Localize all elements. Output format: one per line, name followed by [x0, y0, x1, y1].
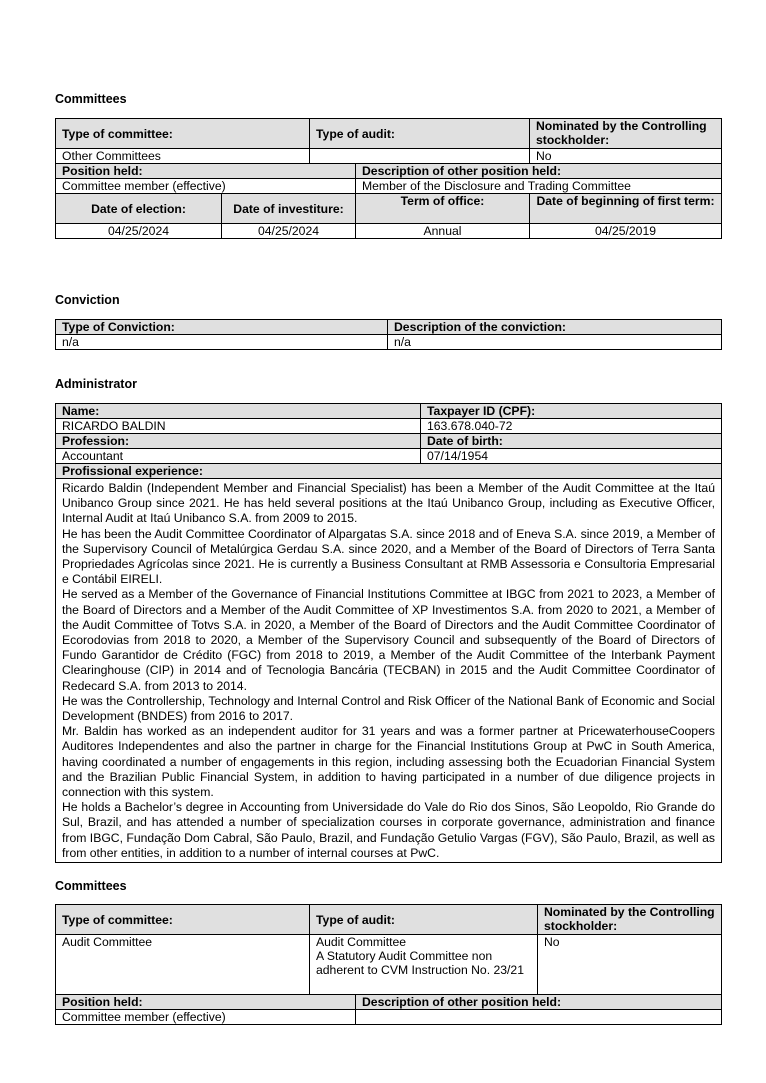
description-other-label: Description of other position held: — [356, 995, 722, 1010]
nominated-label: Nominated by the Controlling stockholder: — [530, 119, 722, 149]
term-label: Term of office: — [356, 194, 530, 224]
date-election-label: Date of election: — [56, 194, 222, 224]
type-of-audit-value: Audit Committee A Statutory Audit Committee non adherent to CVM Instruction No. 23/21 — [310, 935, 538, 995]
administrator-title: Administrator — [55, 377, 137, 391]
description-other-value — [356, 1010, 722, 1025]
type-of-audit-label: Type of audit: — [310, 905, 538, 935]
date-investiture-label: Date of investiture: — [222, 194, 356, 224]
experience-paragraph: He has been the Audit Committee Coordinator of Alpargatas S.A. since 2018 and of Eneva S.A. since 2019, a Member of the Supervisory Council of Metalúrgica Gerdau S.A. since 2020, and a Member of the Board of Directors of Terra Santa Propriedades Agrícolas since 2021. He is currently a Business Consultant at RMB Assessoria e Consultoria Empresarial e Contábil EIRELI. — [62, 526, 715, 587]
experience-label: Profissional experience: — [56, 464, 722, 479]
nominated-label: Nominated by the Controlling stockholder: — [538, 905, 722, 935]
conviction-title: Conviction — [55, 293, 120, 307]
first-term-value: 04/25/2019 — [530, 224, 722, 239]
experience-paragraph: He served as a Member of the Governance of Financial Institutions Committee at IBGC from 2021 to 2023, a Member of the Board of Directors and a Member of the Audit Committee of XP Investimentos S.A. from 2020 to 2021, a Member of the Audit Committee of Totvs S.A. in 2020, a Member of the Board of Directors and the Audit Committee Coordinator of Ecorodovias from 2018 to 2020, a Member of the Supervisory Council and subsequently of the Board of Directors of Fundo Garantidor de Crédito (FGC) from 2018 to 2019, a Member of the Audit Committee of the Interbank Payment Clearinghouse (CIP) in 2014 and of Tecnologia Bancária (TECBAN) in 2015 and the Audit Committee Coordinator of Redecard S.A. from 2013 to 2014. — [62, 587, 715, 693]
experience-text — [56, 479, 722, 863]
birth-label: Date of birth: — [421, 434, 722, 449]
committees-table — [55, 118, 722, 239]
description-other-value: Member of the Disclosure and Trading Committee — [356, 179, 722, 194]
conviction-type-value: n/a — [56, 335, 388, 350]
type-of-audit-value — [310, 149, 530, 164]
nominated-value: No — [530, 149, 722, 164]
committees-title: Committees — [55, 879, 127, 893]
type-of-audit-label: Type of audit: — [310, 119, 530, 149]
description-other-label: Description of other position held: — [356, 164, 722, 179]
committees-title: Committees — [55, 92, 127, 106]
position-held-label: Position held: — [56, 995, 356, 1010]
first-term-label: Date of beginning of first term: — [530, 194, 722, 224]
type-of-committee-value: Audit Committee — [56, 935, 310, 995]
nominated-value: No — [538, 935, 722, 995]
experience-paragraph: He holds a Bachelor’s degree in Accounting from Universidade do Vale do Rio dos Sinos, São Leopoldo, Rio Grande do Sul, Brazil, and has attended a number of specialization courses in corporate governance, administration and finance from IBGC, Fundação Dom Cabral, São Paulo, Brazil, and Fundação Getulio Vargas (FGV), São Paulo, Brazil, as well as from other entities, in addition to a number of internal courses at PwC. — [62, 800, 715, 860]
type-of-committee-value: Other Committees — [56, 149, 310, 164]
experience-paragraph: Ricardo Baldin (Independent Member and Financial Specialist) has been a Member of the Audit Committee at the Itaú Unibanco Group since 2021. He has held several positions at the Itaú Unibanco Group, including as Executive Officer, Internal Audit at Itaú Unibanco S.A. from 2009 to 2015. — [62, 481, 715, 526]
date-election-value: 04/25/2024 — [56, 224, 222, 239]
term-value: Annual — [356, 224, 530, 239]
position-held-label: Position held: — [56, 164, 356, 179]
committees-table — [55, 904, 722, 1025]
cpf-value: 163.678.040-72 — [421, 419, 722, 434]
experience-paragraph: Mr. Baldin has worked as an independent auditor for 31 years and was a former partner at PricewaterhouseCoopers Auditores Independentes and also the partner in charge for the Financial Institutions Group at PwC in South America, having coordinated a number of engagements in this region, including assessing both the Ecuadorian Financial System and the Brazilian Public Financial System, in addition to having participated in a number of due diligence projects in connection with this system. — [62, 724, 715, 800]
conviction-type-label: Type of Conviction: — [56, 320, 388, 335]
position-held-value: Committee member (effective) — [56, 1010, 356, 1025]
name-label: Name: — [56, 404, 421, 419]
name-value: RICARDO BALDIN — [56, 419, 421, 434]
profession-value: Accountant — [56, 449, 421, 464]
conviction-table — [55, 319, 722, 350]
profession-label: Profession: — [56, 434, 421, 449]
conviction-description-label: Description of the conviction: — [388, 320, 722, 335]
conviction-description-value: n/a — [388, 335, 722, 350]
cpf-label: Taxpayer ID (CPF): — [421, 404, 722, 419]
administrator-table — [55, 403, 722, 863]
type-of-committee-label: Type of committee: — [56, 119, 310, 149]
birth-value: 07/14/1954 — [421, 449, 722, 464]
experience-paragraph: He was the Controllership, Technology and Internal Control and Risk Officer of the National Bank of Economic and Social Development (BNDES) from 2016 to 2017. — [62, 693, 715, 724]
type-of-committee-label: Type of committee: — [56, 905, 310, 935]
position-held-value: Committee member (effective) — [56, 179, 356, 194]
date-investiture-value: 04/25/2024 — [222, 224, 356, 239]
